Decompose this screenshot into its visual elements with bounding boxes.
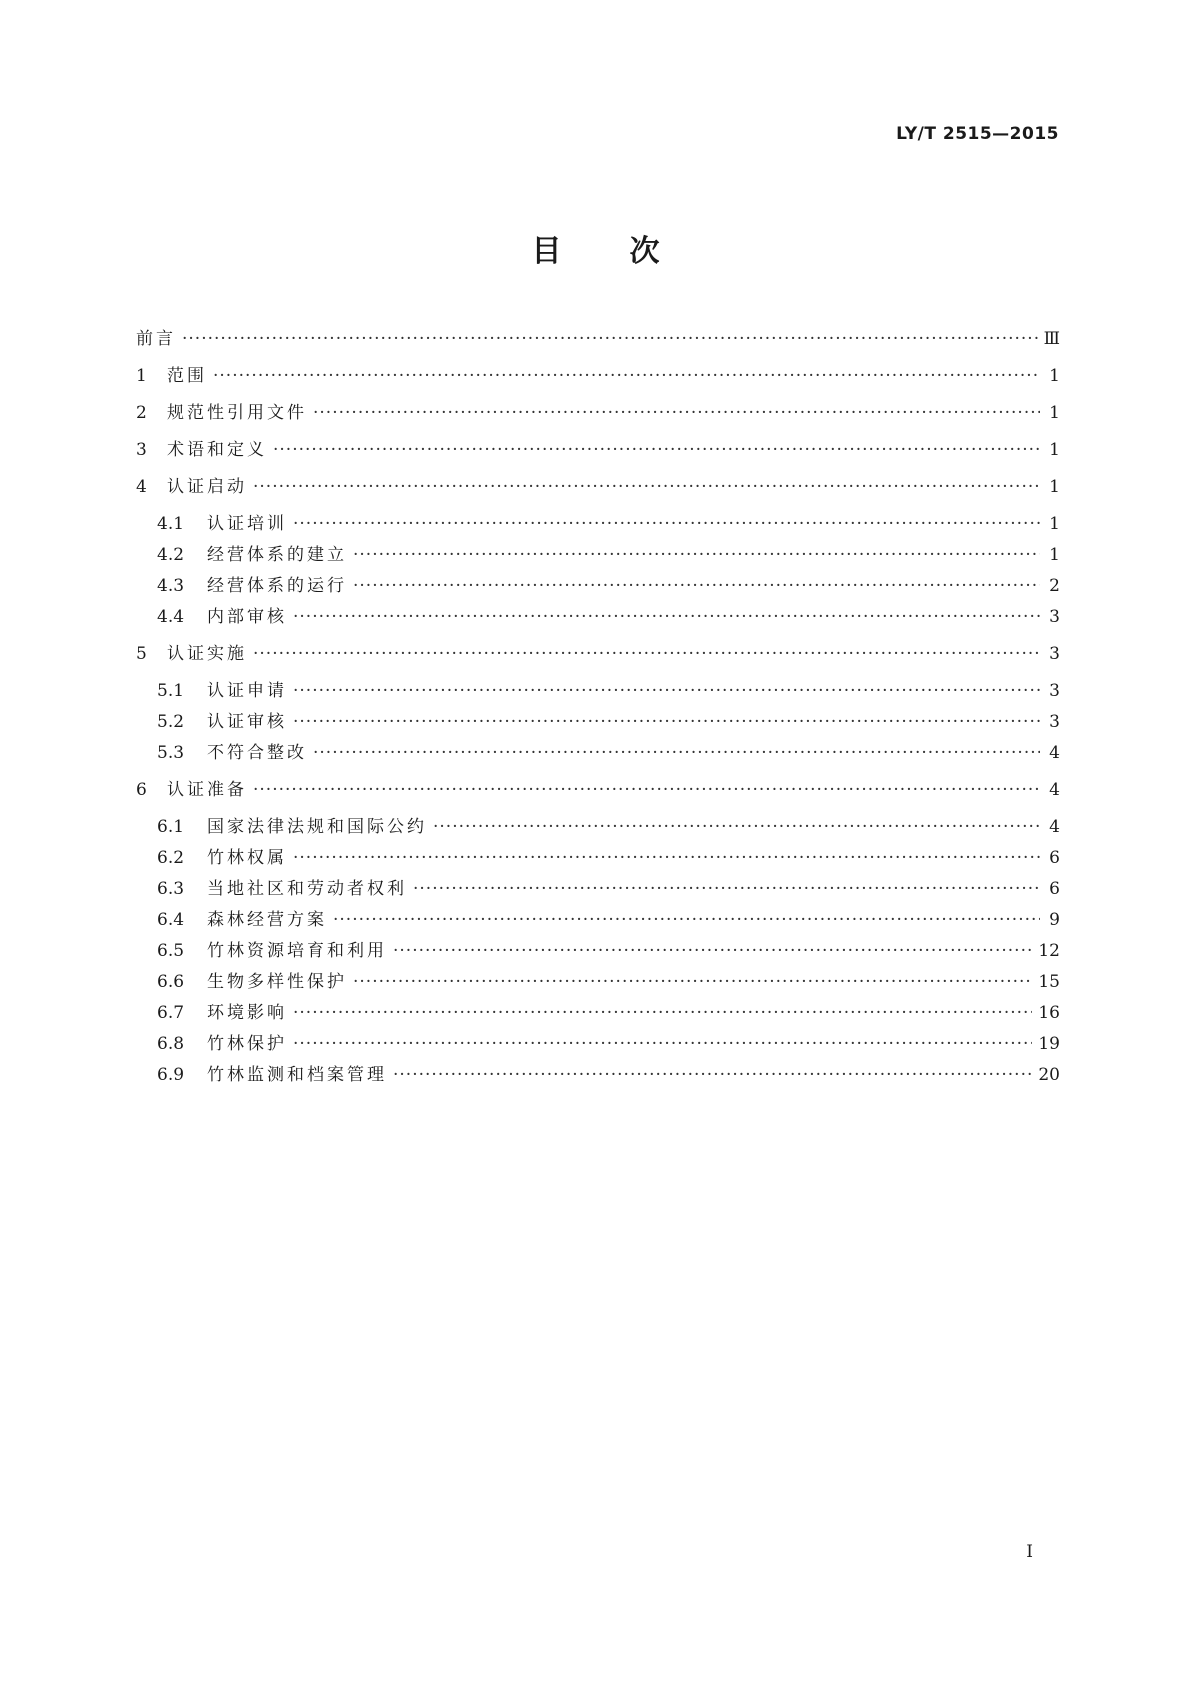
toc-entry-page: 4 — [1049, 743, 1060, 763]
toc-dot-leader — [253, 644, 1040, 664]
toc-dot-leader — [253, 477, 1040, 497]
toc-entry-number: 6 — [136, 780, 147, 800]
toc-dot-leader — [313, 743, 1040, 763]
toc-entry-page: 1 — [1049, 545, 1060, 565]
toc-dot-leader — [293, 1034, 1032, 1054]
toc-dot-leader — [353, 545, 1040, 565]
toc-entry-page: 1 — [1049, 477, 1060, 497]
toc-entry-label: 竹林权属 — [207, 848, 287, 868]
toc-entry-label: 国家法律法规和国际公约 — [207, 817, 427, 837]
toc-dot-leader — [293, 514, 1040, 534]
toc-dot-leader — [293, 1003, 1032, 1023]
toc-entry-label: 认证审核 — [207, 712, 287, 732]
toc-entry-1[interactable] — [136, 366, 1060, 386]
toc-entry-4-3[interactable] — [136, 576, 1060, 596]
toc-dot-leader — [293, 712, 1040, 732]
toc-entry-number: 6.9 — [157, 1065, 185, 1085]
toc-dot-leader — [293, 681, 1040, 701]
title-char-2: 次 — [629, 234, 660, 269]
toc-entry-label: 当地社区和劳动者权利 — [207, 879, 407, 899]
toc-entry-6[interactable] — [136, 780, 1060, 800]
toc-entry-6-2[interactable] — [136, 848, 1060, 868]
toc-dot-leader — [393, 941, 1032, 961]
toc-dot-leader — [182, 329, 1038, 349]
page-number: I — [1026, 1542, 1033, 1562]
toc-entry-number: 4.2 — [157, 545, 185, 565]
toc-entry-number: 3 — [136, 440, 147, 460]
toc-entry-number: 6.4 — [157, 910, 185, 930]
toc-entry-number: 6.7 — [157, 1003, 185, 1023]
toc-entry-5-2[interactable] — [136, 712, 1060, 732]
toc-entry-label: 认证培训 — [207, 514, 287, 534]
toc-entry-5-3[interactable] — [136, 743, 1060, 763]
standard-code: LY/T 2515—2015 — [896, 124, 1059, 144]
toc-entry-page: 1 — [1049, 514, 1060, 534]
toc-entry-number: 4.3 — [157, 576, 185, 596]
toc-entry-label: 不符合整改 — [207, 743, 307, 763]
toc-entry-4-4[interactable] — [136, 607, 1060, 627]
page-title — [0, 226, 1191, 270]
toc-entry-label: 认证申请 — [207, 681, 287, 701]
toc-entry-number: 4.4 — [157, 607, 185, 627]
toc-entry-4[interactable] — [136, 477, 1060, 497]
toc-entry-page: 3 — [1049, 644, 1060, 664]
title-char-1: 目 — [531, 234, 562, 269]
toc-entry-6-7[interactable] — [136, 1003, 1060, 1023]
toc-entry-6-9[interactable] — [136, 1065, 1060, 1085]
toc-entry-number: 6.2 — [157, 848, 185, 868]
toc-entry-page: 19 — [1038, 1034, 1060, 1054]
toc-entry-page: 12 — [1038, 941, 1060, 961]
toc-entry-foreword[interactable] — [136, 329, 1060, 349]
toc-entry-3[interactable] — [136, 440, 1060, 460]
toc-entry-number: 6.5 — [157, 941, 185, 961]
toc-dot-leader — [413, 879, 1040, 899]
toc-entry-6-4[interactable] — [136, 910, 1060, 930]
toc-dot-leader — [353, 972, 1032, 992]
toc-entry-page: 4 — [1049, 780, 1060, 800]
toc-entry-5-1[interactable] — [136, 681, 1060, 701]
toc-entry-page: 3 — [1049, 681, 1060, 701]
toc-entry-number: 6.3 — [157, 879, 185, 899]
toc-entry-label: 竹林资源培育和利用 — [207, 941, 387, 961]
toc-dot-leader — [293, 848, 1040, 868]
toc-entry-label: 认证实施 — [167, 644, 247, 664]
toc-entry-number: 4 — [136, 477, 147, 497]
toc-entry-label: 竹林保护 — [207, 1034, 287, 1054]
toc-entry-5[interactable] — [136, 644, 1060, 664]
toc-entry-4-2[interactable] — [136, 545, 1060, 565]
toc-entry-4-1[interactable] — [136, 514, 1060, 534]
toc-entry-6-5[interactable] — [136, 941, 1060, 961]
toc-entry-label: 范围 — [167, 366, 207, 386]
toc-entry-page: 1 — [1049, 440, 1060, 460]
toc-entry-page: 20 — [1038, 1065, 1060, 1085]
toc-entry-6-1[interactable] — [136, 817, 1060, 837]
toc-dot-leader — [313, 403, 1040, 423]
toc-entry-number: 6.1 — [157, 817, 185, 837]
toc-entry-page: 1 — [1049, 366, 1060, 386]
toc-entry-label: 生物多样性保护 — [207, 972, 347, 992]
table-of-contents — [136, 329, 1060, 1085]
toc-entry-label: 规范性引用文件 — [167, 403, 307, 423]
toc-dot-leader — [253, 780, 1040, 800]
toc-entry-number: 6.8 — [157, 1034, 185, 1054]
toc-entry-number: 4.1 — [157, 514, 185, 534]
toc-entry-label: 术语和定义 — [167, 440, 267, 460]
toc-entry-page: 15 — [1038, 972, 1060, 992]
toc-entry-label: 环境影响 — [207, 1003, 287, 1023]
toc-entry-6-8[interactable] — [136, 1034, 1060, 1054]
toc-entry-label: 竹林监测和档案管理 — [207, 1065, 387, 1085]
toc-dot-leader — [293, 607, 1040, 627]
toc-entry-number: 5.3 — [157, 743, 185, 763]
toc-entry-label: 经营体系的运行 — [207, 576, 347, 596]
toc-entry-page: 3 — [1049, 712, 1060, 732]
toc-entry-page: 1 — [1049, 403, 1060, 423]
toc-entry-page: 6 — [1049, 848, 1060, 868]
toc-entry-label: 前言 — [136, 329, 176, 349]
toc-entry-6-3[interactable] — [136, 879, 1060, 899]
toc-entry-page: 3 — [1049, 607, 1060, 627]
toc-dot-leader — [333, 910, 1040, 930]
toc-entry-label: 认证启动 — [167, 477, 247, 497]
toc-entry-page: Ⅲ — [1043, 329, 1060, 349]
toc-dot-leader — [213, 366, 1040, 386]
toc-entry-label: 经营体系的建立 — [207, 545, 347, 565]
toc-dot-leader — [353, 576, 1040, 596]
toc-entry-6-6[interactable] — [136, 972, 1060, 992]
toc-entry-label: 内部审核 — [207, 607, 287, 627]
toc-entry-page: 2 — [1049, 576, 1060, 596]
toc-dot-leader — [393, 1065, 1032, 1085]
toc-entry-number: 6.6 — [157, 972, 185, 992]
toc-entry-2[interactable] — [136, 403, 1060, 423]
toc-entry-number: 5.2 — [157, 712, 185, 732]
toc-entry-page: 16 — [1038, 1003, 1060, 1023]
toc-entry-page: 9 — [1049, 910, 1060, 930]
toc-entry-label: 认证准备 — [167, 780, 247, 800]
toc-entry-label: 森林经营方案 — [207, 910, 327, 930]
toc-entry-number: 5 — [136, 644, 147, 664]
toc-dot-leader — [273, 440, 1040, 460]
toc-entry-number: 1 — [136, 366, 147, 386]
toc-entry-number: 5.1 — [157, 681, 185, 701]
toc-entry-number: 2 — [136, 403, 147, 423]
toc-entry-page: 6 — [1049, 879, 1060, 899]
toc-dot-leader — [433, 817, 1040, 837]
toc-entry-page: 4 — [1049, 817, 1060, 837]
